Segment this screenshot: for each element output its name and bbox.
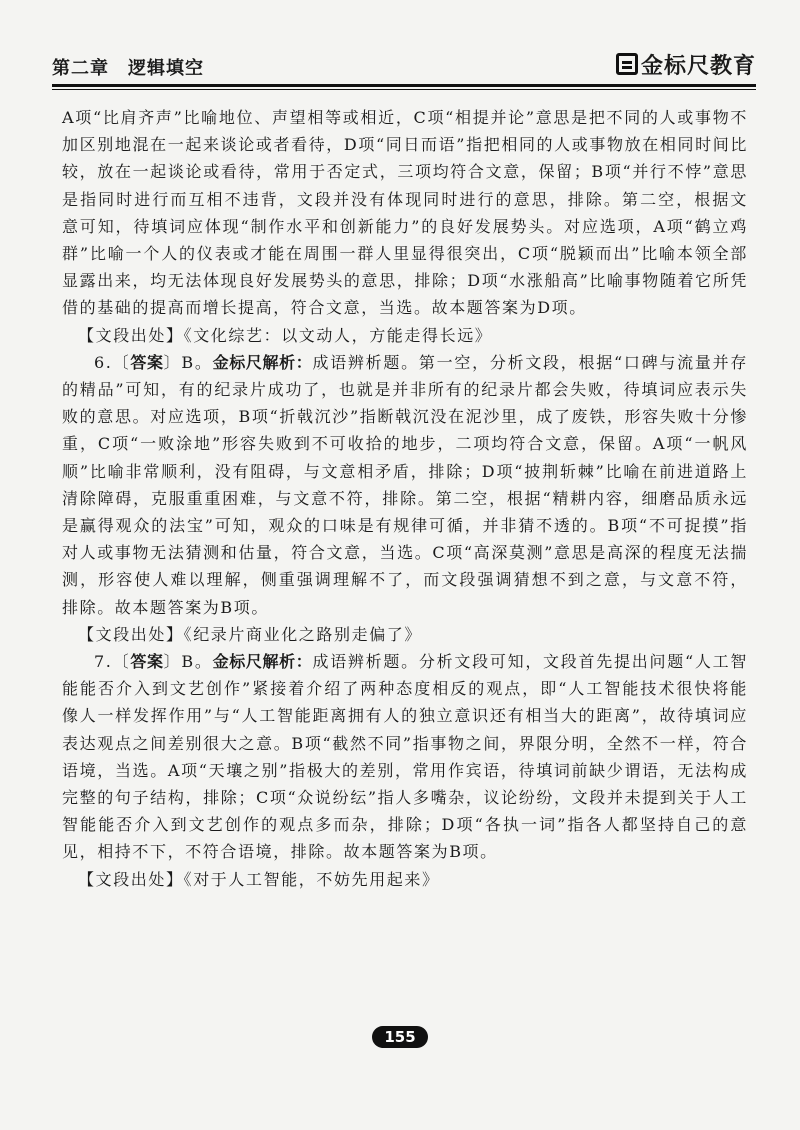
q7-prefix: 7.〔 bbox=[94, 652, 131, 672]
q7-answer: 〕B。 bbox=[163, 652, 213, 672]
q6-prefix: 6.〔 bbox=[94, 352, 131, 372]
q6-analysis-label: 金标尺解析： bbox=[212, 352, 313, 372]
publisher-logo bbox=[616, 50, 756, 78]
q6-answer: 〕B。 bbox=[163, 352, 213, 372]
paragraph-q6 bbox=[62, 349, 748, 621]
paragraph-q5-continued: A项“比肩齐声”比喻地位、声望相等或相近，C项“相提并论”意思是把不同的人或事物不加区别地混在一起来谈论或者看待，D项“同日而语”指把相同的人或事物放在相同时间比较，放在一起谈论或看待，常用于否定式，三项均符合文意，保留；B项“并行不悖”意思是指同时进行而互相不违背，文段并没有体现同时进行的意思，排除。第二空，根据文意可知，待填词应体现“制作水平和创新能力”的良好发展势头。对应选项，A项“鹤立鸡群”比喻一个人的仪表或才能在周围一群人里显得很突出，C项“脱颖而出”比喻本领全部显露出来，均无法体现良好发展势头的意思，排除；D项“水涨船高”比喻事物随着它所凭借的基础的提高而增长提高，符合文意，当选。故本题答案为D项。 bbox=[62, 108, 748, 318]
page-number-badge: 155 bbox=[372, 1026, 427, 1048]
chapter-title: 第二章 逻辑填空 bbox=[52, 58, 204, 79]
q6-answer-label: 答案 bbox=[130, 352, 164, 372]
header-rule-thin bbox=[52, 89, 756, 90]
q7-text: 成语辨析题。分析文段可知，文段首先提出问题“人工智能能否介入到文艺创作”紧接着介绍了两种态度相反的观点，即“人工智能技术很快将能像人一样发挥作用”与“人工智能距离拥有人的独立意识还有相当大的距离”，故待填词应表达观点之间差别很大之意。B项“截然不同”指事物之间，界限分明，全然不一样，符合语境，当选。A项“天壤之别”指极大的差别，常用作宾语，待填词前缺少谓语，无法构成完整的句子结构，排除；C项“众说纷纭”指人多嘴杂，议论纷纷，文段并未提到关于人工智能能否介入到文艺创作的观点多而杂，排除；D项“各执一词”指各人都坚持自己的意见，相持不下，不符合语境，排除。故本题答案为B项。 bbox=[62, 652, 748, 862]
header-rule-thick bbox=[52, 84, 756, 87]
q7-analysis-label: 金标尺解析： bbox=[212, 652, 313, 672]
paragraph-q7 bbox=[62, 648, 748, 866]
page-header bbox=[52, 48, 756, 88]
source-q7: 【文段出处】《对于人工智能，不妨先用起来》 bbox=[78, 869, 440, 889]
q7-answer-label: 答案 bbox=[130, 652, 164, 672]
q6-text: 成语辨析题。第一空，分析文段，根据“口碑与流量并存的精品”可知，有的纪录片成功了，也就是并非所有的纪录片都会失败，待填词应表示失败的意思。对应选项，B项“折戟沉沙”指断戟沉没在泥沙里，成了废铁，形容失败十分惨重，C项“一败涂地”形容失败到不可收拾的地步，二项均符合文意，保留。A项“一帆风顺”比喻非常顺利，没有阻碍，与文意相矛盾，排除；D项“披荆斩棘”比喻在前进道路上清除障碍，克服重重困难，与文意不符，排除。第二空，根据“精耕内容，细磨品质永远是赢得观众的法宝”可知，观众的口味是有规律可循，并非猜不透的。B项“不可捉摸”指对人或事物无法猜测和估量，符合文意，当选。C项“高深莫测”意思是高深的程度无法揣测，形容使人难以理解，侧重强调理解不了，而文段强调猜想不到之意，与文意不符，排除。故本题答案为B项。 bbox=[62, 352, 748, 617]
logo-icon bbox=[616, 53, 638, 75]
page-body bbox=[62, 104, 748, 893]
logo-text: 金标尺教育 bbox=[640, 53, 756, 79]
source-q5: 【文段出处】《文化综艺：以文动人，方能走得长远》 bbox=[78, 325, 493, 345]
page-number bbox=[350, 1024, 450, 1050]
source-q6: 【文段出处】《纪录片商业化之路别走偏了》 bbox=[78, 624, 423, 644]
